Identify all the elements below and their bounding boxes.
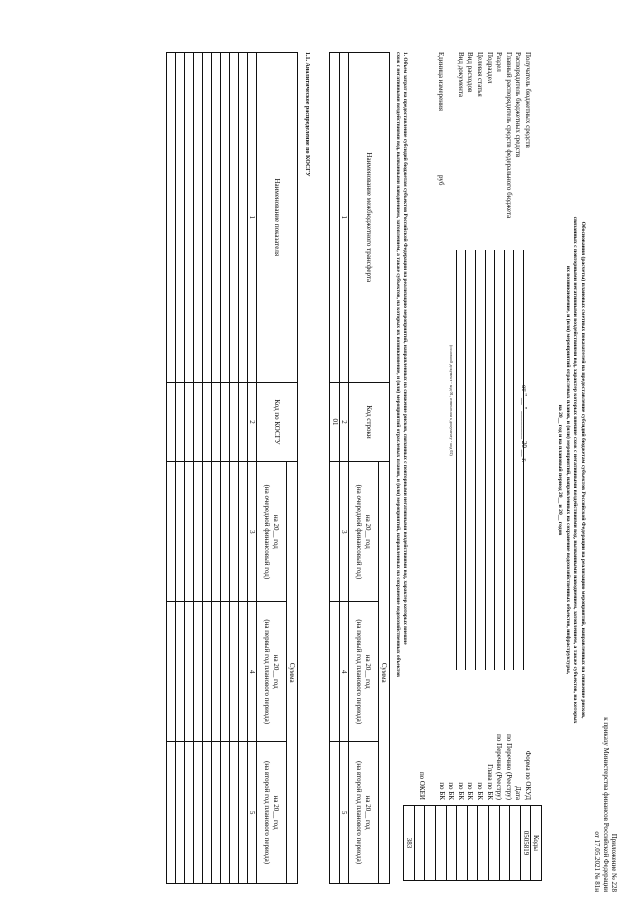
table-row [193,53,202,884]
col-year1-title: на 20__ год [363,654,372,689]
codes-label: по ОКЕИ [418,771,427,800]
table-cell[interactable] [330,742,339,884]
table-row [184,53,193,884]
table-cell[interactable] [193,602,202,742]
table-cell[interactable] [220,602,229,742]
col-num: 4 [339,602,348,742]
codes-label [426,700,436,800]
table-cell[interactable] [229,742,238,884]
table-cell[interactable] [229,382,238,462]
table-row [166,53,175,884]
table-row [175,53,184,884]
table-cell[interactable] [202,742,211,884]
table-cell[interactable] [211,602,220,742]
table-row [220,53,229,884]
table-cell[interactable] [330,462,339,602]
title-line-1: Обоснования (расчеты) плановых сметных показателей на предоставление субсидий бюджетам субъектов Российской Федерации на реализацию мероприятий, направленных на снижение рисков, [580,221,586,719]
col-year0-sub: (на очередной финансовый год) [355,484,364,580]
table-cell[interactable] [166,742,175,884]
table-cell[interactable] [229,602,238,742]
appendix-header [593,717,618,892]
codes-label: Глава по БК [485,764,494,800]
table-cell[interactable] [166,462,175,602]
unit-label: Единица измерения [437,52,445,111]
field-line-expense-type[interactable] [465,250,466,670]
col-row-code [349,382,390,462]
codes-value-okei[interactable]: 383 [404,806,415,881]
field-labels [455,52,532,218]
table-cell[interactable] [330,602,339,742]
codes-label: Дата [514,786,523,800]
col-year1-title: на 20__ год [271,654,280,689]
col-num: 1 [339,53,348,383]
table-cell[interactable] [166,382,175,462]
table-row [202,53,211,884]
col-row-code-label: Код строки [365,405,374,439]
col-transfer-name: Наименование межбюджетного трансферта [349,53,390,383]
col-year2-sub: (на второй год планового периода) [355,761,364,865]
table-cell[interactable] [175,742,184,884]
field-line-doc-type[interactable] [456,250,457,670]
table-cell[interactable] [166,602,175,742]
title-line-4: на 20__ год и на плановый период 20__ и 20__ годов [557,404,564,536]
codes-labels [417,700,532,800]
codes-value-okud[interactable]: 0505819 [520,806,531,881]
field-label-doc-type: Вид документа [456,52,465,98]
table-cell[interactable] [166,53,175,383]
unit-value: руб [437,175,445,186]
table-cell[interactable] [220,742,229,884]
codes-value[interactable] [510,806,521,881]
appendix-number: Приложение № 228 [610,833,618,892]
col-year0-title: на 20__ год [363,514,372,549]
table-cell[interactable] [193,382,202,462]
table-cell[interactable] [193,53,202,383]
table-cell[interactable] [175,602,184,742]
field-line-target-article[interactable] [475,250,476,670]
table-cell[interactable] [330,53,339,383]
field-line-manager[interactable] [513,250,514,670]
field-line-subsection[interactable] [485,250,486,670]
codes-label: по Перечню (Реестру) [504,734,513,800]
codes-label: по Перечню (Реестру) [495,734,504,800]
col-year0-sub: (на очередной финансовый год) [263,484,272,580]
col-year0 [257,462,287,602]
col-indicator-name: Наименование показателя [257,53,298,383]
table-cell[interactable] [220,382,229,462]
codes-value[interactable] [467,806,478,881]
appendix-order: к приказу Министерства финансов Российской Федерации [601,717,610,892]
table-row [229,53,238,884]
table-cell[interactable] [202,462,211,602]
column-numbers-row [339,53,348,884]
col-year2-title: на 20__ год [363,795,372,830]
col-year2-sub: (на второй год планового периода) [263,761,272,865]
table-cell[interactable] [211,53,220,383]
col-year2-title: на 20__ год [271,795,280,830]
codes-table [403,805,542,881]
table-cell[interactable] [238,53,247,383]
field-label-expense-type: Вид расходов [466,52,475,93]
table-cell[interactable] [220,462,229,602]
document-date-line: от " __ " ________ 20 __ г. [520,385,528,463]
table-cell[interactable] [229,462,238,602]
title-line-2: связанных с повторными негативными воздействиями вод, характер которых внешне схож с негативными воздействиями вод, вызванными наводнением, затоплением, а также субъектов, на которых [572,216,579,724]
section1-heading-line-1: 1. Объем затрат на предоставление субсидий бюджетам субъектов Российской Федерации на реализацию мероприятий, направленных на снижение рисков, связанных с повторными негативными воздействиями вод, характер которых внешне [402,52,408,645]
table-cell[interactable] [202,53,211,383]
codes-value[interactable] [457,806,468,881]
codes-label: Форма по ОКУД [524,750,532,800]
field-line-chief-manager[interactable] [504,250,505,670]
table-cell[interactable] [238,382,247,462]
table-cell[interactable] [229,53,238,383]
codes-value[interactable] [478,806,489,881]
codes-value[interactable] [425,806,436,881]
codes-label: по БК [447,782,456,800]
table-cell[interactable] [175,53,184,383]
col-year2 [257,742,287,884]
section1-table [329,52,390,884]
codes-value[interactable] [446,806,457,881]
codes-label: по БК [466,782,475,800]
table-row [330,53,339,884]
table-cell[interactable] [175,382,184,462]
section11-heading: 1.1. Аналитическое распределение по КОСГУ [304,52,310,177]
table-cell[interactable] [211,462,220,602]
table-cell[interactable] [193,462,202,602]
codes-value[interactable] [489,806,500,881]
table-cell[interactable] [202,602,211,742]
row-code-cell[interactable]: 01 [330,382,339,462]
col-year0 [349,462,379,602]
table-cell[interactable] [220,53,229,383]
table-cell[interactable] [184,462,193,602]
table-cell[interactable] [202,382,211,462]
table-cell[interactable] [184,382,193,462]
section1-heading [394,52,408,677]
col-year1-sub: (на первый год планового периода) [263,619,272,725]
table-cell[interactable] [184,53,193,383]
column-numbers-row [247,53,256,884]
table-row [211,53,220,884]
section1-heading-line-2: схож с негативными воздействиями вод, вызванными наводнением, затоплением, а также субъектов, на которых их возникновение, и (или) мероприятий отраслевых планов, и (или) мероприятий, направленных на сохранение водохозяйственных объектов [394,52,401,677]
field-label-manager: Распорядитель бюджетных средств [514,52,523,158]
col-num: 2 [247,382,256,462]
col-num: 1 [247,53,256,383]
codes-label: по БК [456,782,465,800]
table-cell[interactable] [184,602,193,742]
col-year2 [349,742,379,884]
field-label-section: Раздел [495,52,504,72]
table-cell[interactable] [184,742,193,884]
doc-type-note: (основной документ - код 01, изменения к документу - код 02) [449,345,454,456]
table-cell[interactable] [211,742,220,884]
field-label-target-article: Целевая статья [476,52,485,97]
col-num: 4 [247,602,256,742]
field-label-recipient: Получатель бюджетных средств [524,52,532,148]
field-line-recipient[interactable] [523,250,524,670]
field-line-section[interactable] [494,250,495,670]
table-cell[interactable] [238,462,247,602]
table-cell[interactable] [211,382,220,462]
table-cell[interactable] [238,602,247,742]
appendix-date: от 17.05.2021 № 81н [593,831,602,892]
col-sum-group: Сумма [287,462,298,884]
col-num: 5 [247,742,256,884]
title-line-3: их возникновение, и (или) мероприятий отраслевых планов, и (или) мероприятий, направленных на сохранение водохозяйственных объектов, инфраструктуры, [564,265,571,675]
section11-table [166,52,298,884]
table-cell[interactable] [193,742,202,884]
col-year1 [257,602,287,742]
col-num: 5 [339,742,348,884]
table-cell[interactable] [238,742,247,884]
col-year0-title: на 20__ год [271,514,280,549]
col-year1-sub: (на первый год планового периода) [355,619,364,725]
codes-value[interactable] [414,806,425,881]
col-num: 3 [339,462,348,602]
codes-value[interactable] [499,806,510,881]
document-title [556,120,586,820]
col-kosgu-code: Код по КОСГУ [257,382,298,462]
codes-label: по БК [437,782,446,800]
col-num: 2 [339,382,348,462]
field-label-subsection: Подраздел [485,52,494,84]
field-label-chief-manager: Главный распорядитель средств федерального бюджета [504,52,513,219]
codes-value[interactable] [436,806,447,881]
table-cell[interactable] [175,462,184,602]
table-row [238,53,247,884]
codes-label: по БК [476,782,485,800]
col-year1 [349,602,379,742]
col-num: 3 [247,462,256,602]
codes-header: Коды [531,806,542,881]
col-sum-group: Сумма [379,462,390,884]
